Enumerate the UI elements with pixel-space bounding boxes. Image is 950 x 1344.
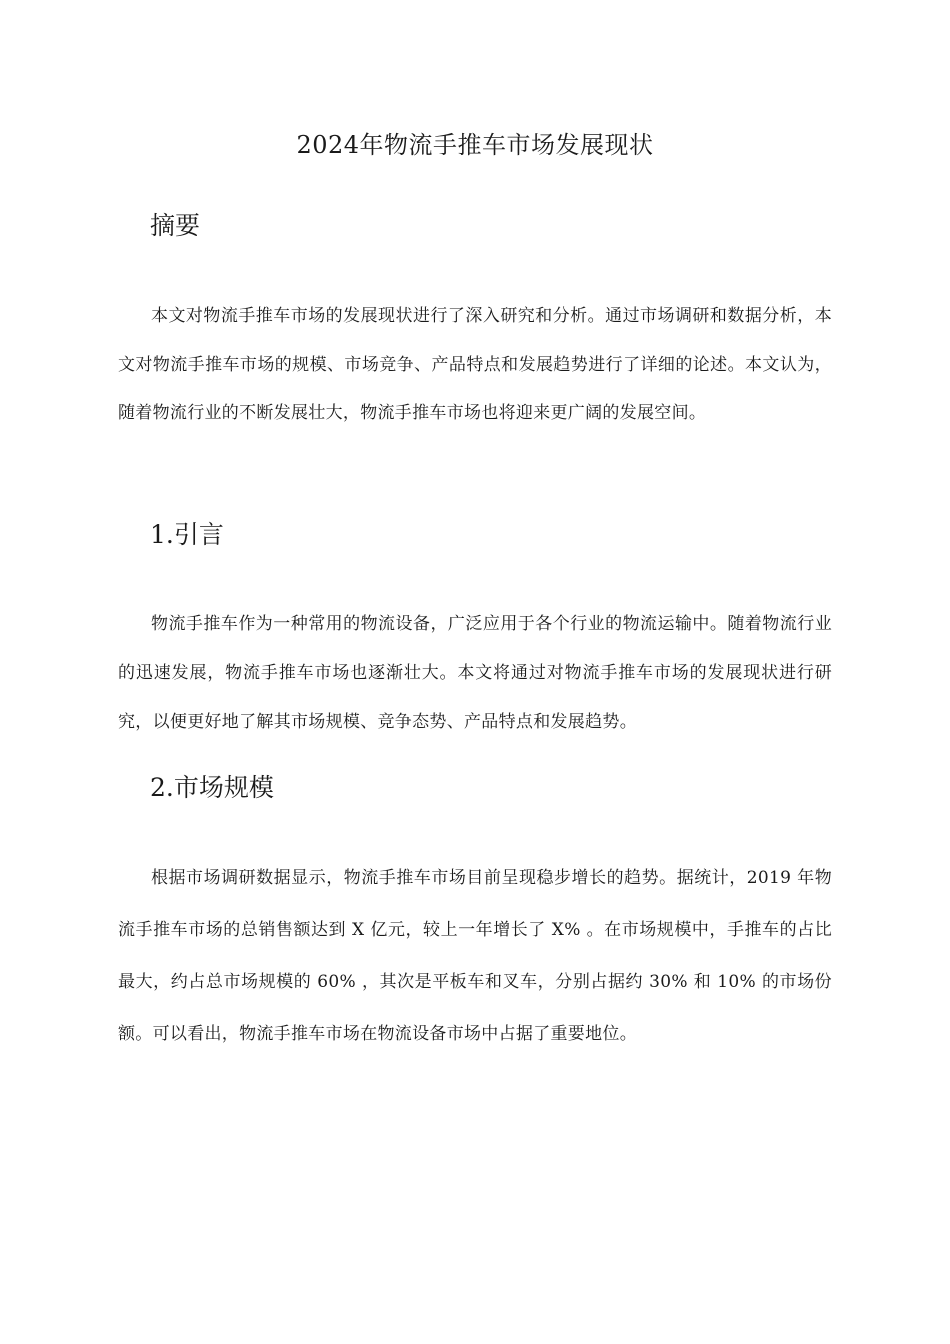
section-heading-market-size: 2.市场规模 <box>150 773 274 802</box>
abstract-paragraph: 本文对物流手推车市场的发展现状进行了深入研究和分析。通过市场调研和数据分析，本文对物流手推车市场的规模、市场竞争、产品特点和发展趋势进行了详细的论述。本文认为，随着物流行业的不断发展壮大，物流手推车市场也将迎来更广阔的发展空间。 <box>118 306 832 423</box>
introduction-paragraph: 物流手推车作为一种常用的物流设备，广泛应用于各个行业的物流运输中。随着物流行业的迅速发展，物流手推车市场也逐渐壮大。本文将通过对物流手推车市场的发展现状进行研究，以便更好地了解其市场规模、竞争态势、产品特点和发展趋势。 <box>118 614 832 732</box>
document-title: 2024年物流手推车市场发展现状 <box>296 131 654 159</box>
section-heading-introduction: 1.引言 <box>150 520 224 549</box>
section-heading-abstract: 摘要 <box>150 211 201 240</box>
market-size-paragraph: 根据市场调研数据显示，物流手推车市场目前呈现稳步增长的趋势。据统计，2019 年物流手推车市场的总销售额达到 X 亿元，较上一年增长了 X% 。在市场规模中，手推车的占比最大，约占总市场规模的 60% ，其次是平板车和叉车，分别占据约 30% 和 10% 的市场份额。可以看出，物流手推车市场在物流设备市场中占据了重要地位。 <box>118 868 832 1044</box>
